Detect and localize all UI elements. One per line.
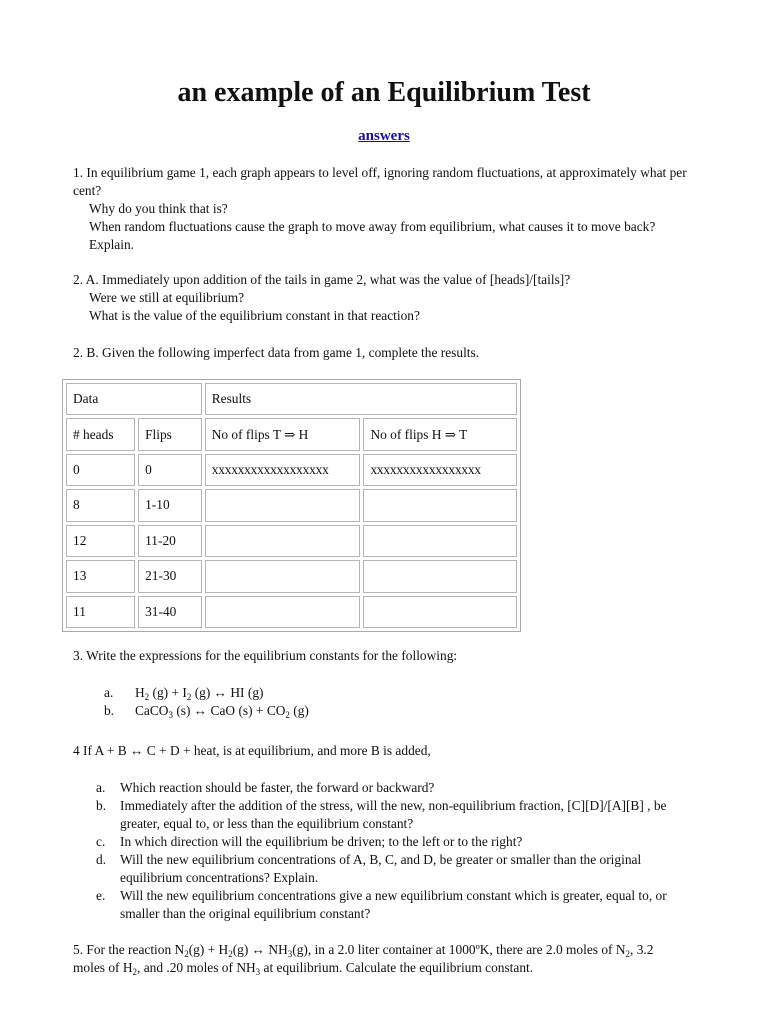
table-header-row [66,418,517,450]
col-header-flips: Flips [138,418,202,450]
cell-flips: 11-20 [138,525,202,557]
table-row [66,454,517,486]
cell-t-to-h [205,560,361,592]
table-group-header-row [66,383,517,415]
list-marker: c. [96,834,106,849]
question-4-list [96,779,696,923]
cell-t-to-h [205,525,361,557]
list-item [104,702,704,720]
question-4-text: 4 If A + B ↔ C + D + heat, is at equilibrium, and more B is added, [73,743,431,758]
question-3-list [104,684,704,720]
list-item [96,779,696,797]
cell-heads: 0 [66,454,135,486]
data-table [62,379,521,632]
table-row [66,525,517,557]
cell-h-to-t [363,489,517,521]
list-item [96,833,696,851]
question-2b-text: 2. B. Given the following imperfect data from game 1, complete the results. [73,345,480,360]
list-marker: b. [96,798,107,813]
question-1-why: Why do you think that is? [89,201,228,216]
list-item [96,887,696,923]
cell-flips: 0 [138,454,202,486]
cell-h-to-t: xxxxxxxxxxxxxxxxx [363,454,517,486]
reaction-a: $H_2$ $(g) + I_2$ (g) ↔ HI (g) [135,685,264,702]
list-item-text: Immediately after the addition of the stress, will the new, non-equilibrium fraction, [C][D]/[A][B] , be greater, equal to, or less than the equilibrium constant? [120,798,667,831]
cell-t-to-h [205,596,361,628]
question-2a [73,271,693,325]
list-item [104,684,704,702]
cell-flips: 31-40 [138,596,202,628]
cell-h-to-t [363,560,517,592]
question-1-fluctuations: When random fluctuations cause the graph to move away from equilibrium, what causes it to move back? Explain. [89,219,656,252]
list-marker: a. [96,780,106,795]
question-1 [73,164,693,254]
table-row [66,596,517,628]
table-row [66,560,517,592]
list-item-text: Will the new equilibrium concentrations of A, B, C, and D, be greater or smaller than the original equilibrium concentrations? Explain. [120,852,642,885]
list-marker: b. [104,703,115,718]
question-2a-constant: What is the value of the equilibrium constant in that reaction? [89,308,420,323]
list-item [96,797,696,833]
list-marker: a. [104,685,114,700]
answers-link[interactable]: answers [358,128,410,144]
list-marker: e. [96,888,106,903]
page-title: an example of an Equilibrium Test [177,77,591,108]
list-item-text: Which reaction should be faster, the forward or backward? [120,780,435,795]
question-5-text: 5. For the reaction $N_2(g) + H_2(g)$ ↔ $NH_3(g)$, in a 2.0 liter container at 1000ºK, there are 2.0 moles of $N_2$, 3.2 moles of $H_2$, and .20 moles of $NH_3$ at equilibrium. Calculate the equilibrium constant. [73,942,654,977]
cell-heads: 12 [66,525,135,557]
col-header-t-to-h: No of flips T ⇒ H [205,418,361,450]
col-header-heads: # heads [66,418,135,450]
table-group-data: Data [66,383,202,415]
cell-heads: 11 [66,596,135,628]
table-group-results: Results [205,383,517,415]
reaction-b: CaCO$_3$ (s) ↔ CaO $(s) + CO_2$ (g) [135,703,309,720]
list-marker: d. [96,852,107,867]
cell-heads: 13 [66,560,135,592]
question-2a-text: 2. A. Immediately upon addition of the tails in game 2, what was the value of [heads]/[tails]? [73,272,571,287]
list-item-text: In which direction will the equilibrium be driven; to the left or to the right? [120,834,523,849]
cell-h-to-t [363,596,517,628]
cell-flips: 1-10 [138,489,202,521]
question-2a-equilibrium: Were we still at equilibrium? [89,290,245,305]
col-header-h-to-t: No of flips H ⇒ T [363,418,517,450]
question-1-text: 1. In equilibrium game 1, each graph appears to level off, ignoring random fluctuations, at approximately what per cent? [73,165,687,198]
question-3-text: 3. Write the expressions for the equilibrium constants for the following: [73,648,458,663]
cell-t-to-h [205,489,361,521]
list-item-text: Will the new equilibrium concentrations give a new equilibrium constant which is greater, equal to, or smaller than the original equilibrium constant? [120,888,667,921]
cell-flips: 21-30 [138,560,202,592]
cell-heads: 8 [66,489,135,521]
cell-t-to-h: xxxxxxxxxxxxxxxxxx [205,454,361,486]
list-item [96,851,696,887]
cell-h-to-t [363,525,517,557]
table-row [66,489,517,521]
